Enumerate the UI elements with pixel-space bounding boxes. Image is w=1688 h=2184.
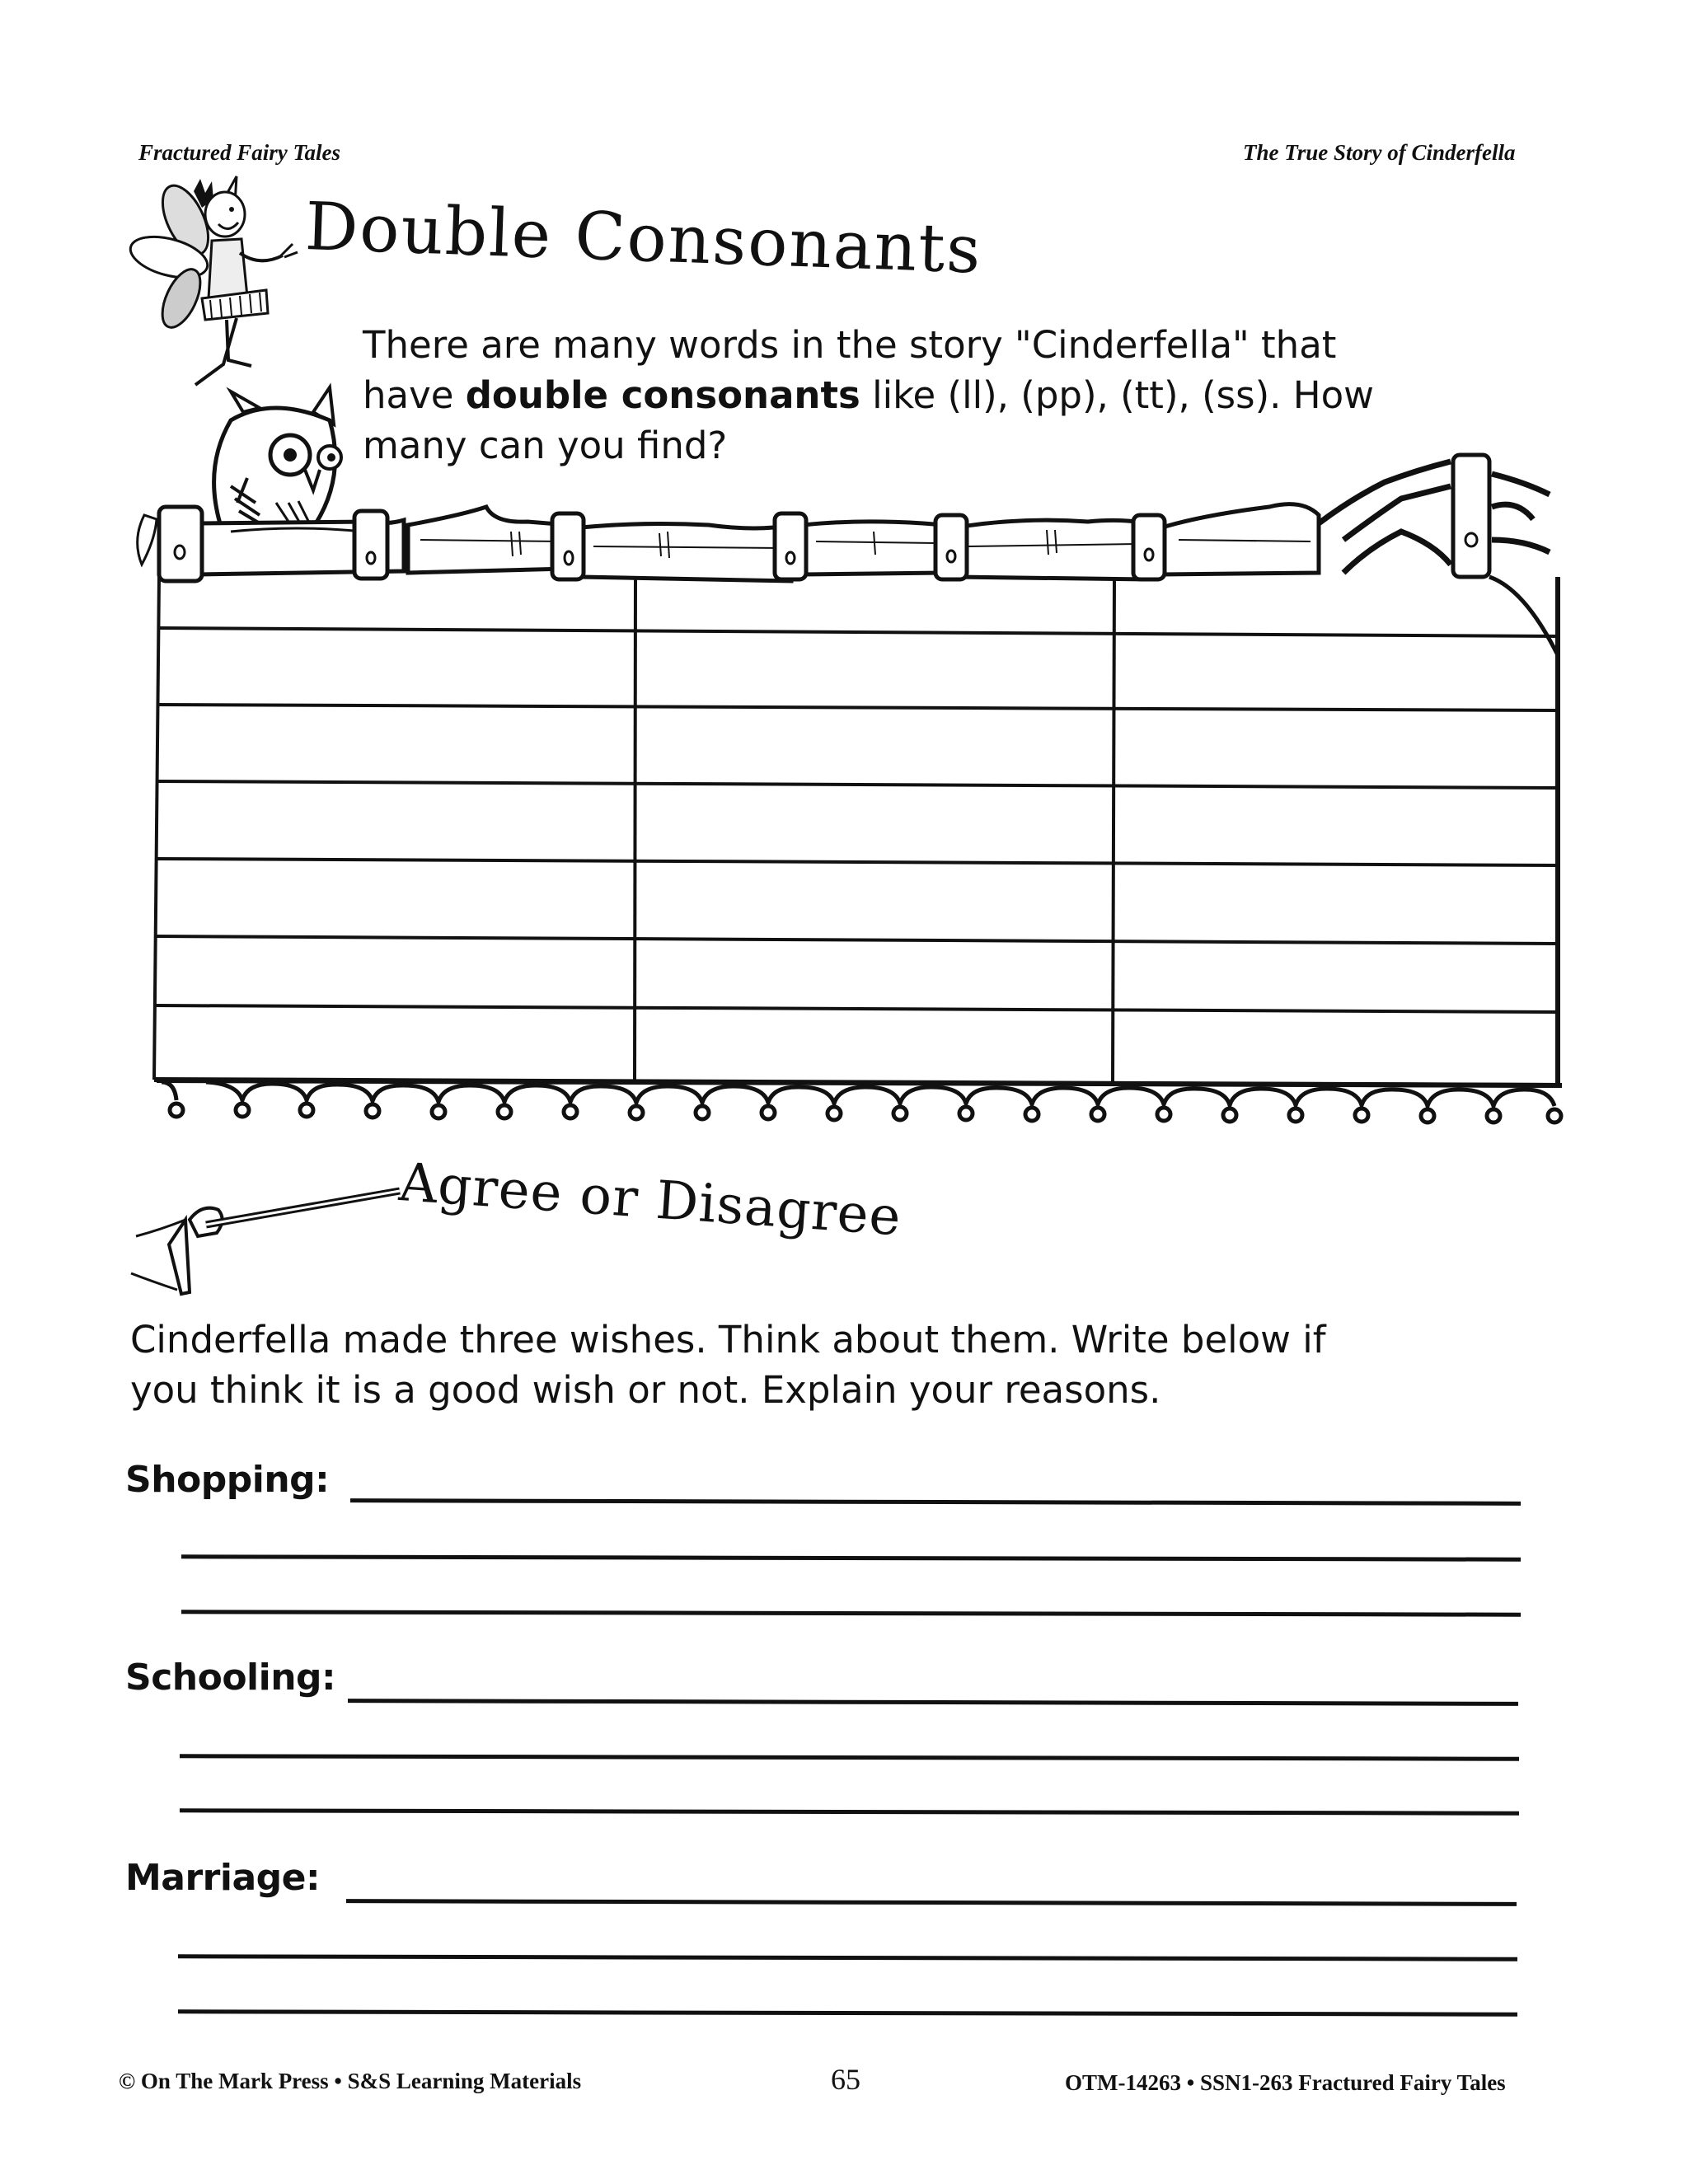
- answer-line-marriage-1[interactable]: [346, 1899, 1517, 1906]
- double-consonants-instructions: [363, 320, 1533, 471]
- table-cell-r7-c2[interactable]: [640, 1012, 1109, 1080]
- double-consonants-table: [157, 577, 1559, 1085]
- table-cell-r7-c3[interactable]: [1118, 1015, 1554, 1083]
- instructions-text: like (ll), (pp), (tt), (ss). How: [860, 373, 1374, 417]
- prompt-label-marriage: Marriage:: [125, 1857, 321, 1899]
- agree-instructions-line-2: you think it is a good wish or not. Explain your reasons.: [130, 1368, 1161, 1412]
- table-cell-r6-c1[interactable]: [162, 941, 631, 1004]
- table-cell-r2-c3[interactable]: [1118, 636, 1554, 709]
- table-cell-r1-c2[interactable]: [640, 577, 1109, 630]
- table-cell-r2-c1[interactable]: [162, 631, 631, 704]
- table-cell-r1-c3[interactable]: [1118, 577, 1554, 633]
- table-cell-r3-c3[interactable]: [1118, 712, 1554, 785]
- prompt-label-shopping: Shopping:: [125, 1459, 330, 1501]
- table-cell-r6-c3[interactable]: [1118, 946, 1554, 1009]
- section-title-agree-or-disagree: Agree or Disagree: [396, 1152, 903, 1249]
- instructions-line-3: many can you find?: [363, 424, 728, 467]
- header-series-title: Fractured Fairy Tales: [138, 140, 341, 165]
- table-cell-r4-c3[interactable]: [1118, 790, 1554, 862]
- table-cell-r4-c2[interactable]: [640, 788, 1109, 860]
- answer-line-schooling-1[interactable]: [348, 1699, 1518, 1706]
- answer-line-shopping-1[interactable]: [350, 1498, 1521, 1506]
- table-cell-r1-c1[interactable]: [162, 577, 631, 628]
- tassel-fringe-illustration-icon: [157, 1076, 1566, 1125]
- table-cell-r6-c2[interactable]: [640, 943, 1109, 1005]
- answer-line-marriage-2[interactable]: [178, 1954, 1517, 1961]
- agree-instructions-line-1: Cinderfella made three wishes. Think about them. Write below if: [130, 1318, 1326, 1361]
- section-title-double-consonants: Double Consonants: [303, 188, 983, 288]
- answer-line-schooling-2[interactable]: [180, 1754, 1519, 1760]
- header-story-title: The True Story of Cinderfella: [1243, 140, 1516, 165]
- agree-disagree-instructions: [130, 1315, 1548, 1415]
- table-cell-r5-c2[interactable]: [640, 865, 1109, 938]
- table-cell-r3-c1[interactable]: [162, 709, 631, 781]
- hand-with-wand-illustration-icon: [128, 1187, 408, 1302]
- table-cell-r5-c3[interactable]: [1118, 867, 1554, 940]
- fairy-illustration-icon: [136, 175, 301, 389]
- prompt-label-schooling: Schooling:: [125, 1657, 336, 1699]
- answer-line-schooling-3[interactable]: [180, 1808, 1519, 1815]
- instructions-line-1: There are many words in the story "Cinderfella" that: [363, 323, 1337, 367]
- table-cell-r2-c2[interactable]: [640, 633, 1109, 705]
- instructions-line-2: [363, 370, 1533, 420]
- answer-line-marriage-3[interactable]: [178, 2009, 1517, 2016]
- table-cell-r5-c1[interactable]: [162, 864, 631, 936]
- answer-line-shopping-3[interactable]: [181, 1610, 1521, 1616]
- answer-line-shopping-2[interactable]: [181, 1554, 1521, 1561]
- instructions-text: have: [363, 373, 466, 417]
- footer-product-code: OTM-14263 • SSN1-263 Fractured Fairy Tales: [1065, 2070, 1506, 2095]
- instructions-bold-term: double consonants: [465, 373, 860, 417]
- table-cell-r7-c1[interactable]: [162, 1010, 631, 1078]
- table-cell-r3-c2[interactable]: [640, 710, 1109, 783]
- footer-publisher: © On The Mark Press • S&S Learning Materials: [119, 2069, 582, 2093]
- fence-rail-illustration-icon: [132, 449, 1566, 581]
- footer-page-number: 65: [831, 2063, 860, 2096]
- table-cell-r4-c1[interactable]: [162, 786, 631, 859]
